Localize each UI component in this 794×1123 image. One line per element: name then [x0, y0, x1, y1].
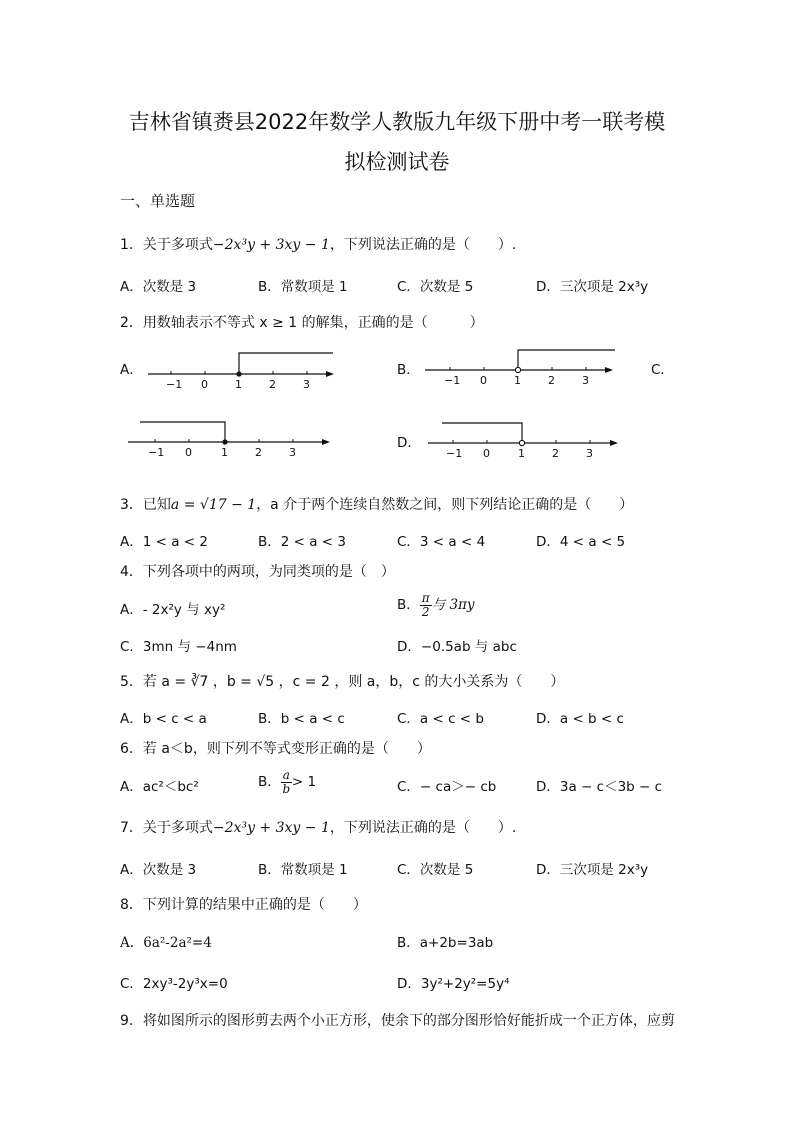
question-text: ，下列说法正确的是（ ）.: [329, 820, 517, 836]
tick-label: −1: [148, 446, 165, 459]
question-4: 4．下列各项中的两项，为同类项的是（ ）: [120, 564, 395, 580]
tick-label: 3: [582, 374, 589, 387]
option-d[interactable]: D．三次项是 2x³y: [536, 862, 649, 878]
question-9: 9．将如图所示的图形剪去两个小正方形，使余下的部分图形恰好能折成一个正方体，应剪: [120, 1013, 675, 1029]
option-d[interactable]: D．3y²+2y²=5y⁴: [397, 976, 510, 992]
option-c[interactable]: C．: [651, 362, 674, 378]
question-text: ，a 介于两个连续自然数之间，则下列结论正确的是（ ）: [256, 497, 634, 513]
option-d[interactable]: D．三次项是 2x³y: [536, 279, 649, 295]
numerator: a: [282, 768, 290, 782]
question-number: 1．: [120, 237, 143, 253]
question-1: [120, 234, 516, 254]
option-d[interactable]: D．: [397, 435, 421, 451]
question-text: 关于多项式: [142, 237, 213, 253]
option-a[interactable]: A．- 2x²y 与 xy²: [120, 602, 226, 618]
tick-label: 3: [586, 447, 593, 460]
tick-label: 1: [221, 446, 228, 459]
option-d[interactable]: D．4 < a < 5: [536, 534, 626, 550]
option-b[interactable]: B．: [397, 362, 420, 378]
number-line-c: [124, 412, 334, 458]
open-dot: [519, 440, 524, 445]
number-line-a: [140, 344, 340, 390]
tick-label: 2: [552, 447, 559, 460]
tick-label: 0: [483, 447, 490, 460]
question-8: 8．下列计算的结果中正确的是（ ）: [120, 897, 367, 913]
solid-dot: [236, 371, 241, 376]
option-d[interactable]: D．−0.5ab 与 abc: [397, 639, 517, 655]
tick-label: 2: [255, 446, 262, 459]
denominator: b: [282, 781, 291, 796]
tick-label: 1: [514, 374, 521, 387]
tick-label: 2: [548, 374, 555, 387]
tick-label: −1: [166, 378, 183, 391]
option-c[interactable]: C．次数是 5: [397, 862, 474, 878]
tick-label: 1: [235, 378, 242, 391]
option-a[interactable]: A．次数是 3: [120, 279, 197, 295]
option-text: 与 3πy: [431, 597, 475, 614]
option-c[interactable]: C．a < c < b: [397, 711, 484, 727]
option-b[interactable]: B．常数项是 1: [258, 279, 348, 295]
tick-label: 0: [480, 374, 487, 387]
tick-label: −1: [446, 447, 463, 460]
option-c[interactable]: C．2xy³-2y³x=0: [120, 976, 228, 992]
option-b[interactable]: [258, 769, 316, 795]
tick-label: 0: [185, 446, 192, 459]
question-text: ，下列说法正确的是（ ）.: [329, 237, 517, 253]
section-heading: 一、单选题: [120, 192, 196, 210]
question-5: 5．若 a = ∛7 ，b = √5 ，c = 2 ，则 a，b，c 的大小关系为（ ）: [120, 674, 565, 690]
fraction: [281, 769, 292, 795]
numerator: π: [421, 591, 430, 605]
page-title-line2: 拟检测试卷: [344, 150, 450, 174]
math-expression: a = √17 − 1: [170, 497, 257, 513]
question-7: [120, 817, 516, 837]
option-b[interactable]: B．b < a < c: [258, 711, 345, 727]
question-number: 7．: [120, 820, 143, 836]
option-b[interactable]: B．2 < a < 3: [258, 534, 347, 550]
tick-label: 3: [303, 378, 310, 391]
option-c[interactable]: C．次数是 5: [397, 279, 474, 295]
tick-label: −1: [444, 374, 461, 387]
option-a[interactable]: A．1 < a < 2: [120, 534, 208, 550]
fraction: [420, 592, 432, 618]
option-b[interactable]: B．a+2b=3ab: [397, 935, 494, 951]
option-c[interactable]: C．3mn 与 −4nm: [120, 639, 237, 655]
number-line-d: [424, 413, 624, 459]
open-dot: [515, 367, 520, 372]
math-expression: −2x³y + 3xy − 1: [212, 820, 330, 836]
tick-label: 3: [289, 446, 296, 459]
tick-label: 0: [201, 378, 208, 391]
option-a[interactable]: A．b < c < a: [120, 711, 207, 727]
question-2: 2．用数轴表示不等式 x ≥ 1 的解集，正确的是（ ）: [120, 315, 484, 331]
option-a[interactable]: A．: [120, 362, 143, 378]
question-text: 关于多项式: [142, 820, 213, 836]
question-6: 6．若 a＜b，则下列不等式变形正确的是（ ）: [120, 741, 431, 757]
question-text: 3．已知: [120, 497, 171, 513]
option-d[interactable]: D．a < b < c: [536, 711, 624, 727]
option-b[interactable]: [397, 592, 475, 618]
option-text: > 1: [291, 774, 317, 791]
option-c[interactable]: C．− ca＞− cb: [397, 779, 497, 795]
option-label: B．: [397, 597, 420, 614]
option-a[interactable]: A．6a²-2a²=4: [120, 935, 212, 951]
page-title: 吉林省镇赉县2022年数学人教版九年级下册中考一联考模: [128, 110, 666, 134]
solid-dot: [222, 439, 227, 444]
option-d[interactable]: D．3a − c＜3b − c: [536, 779, 663, 795]
option-c[interactable]: C．3 < a < 4: [397, 534, 486, 550]
tick-label: 2: [269, 378, 276, 391]
option-label: B．: [258, 774, 281, 791]
math-expression: −2x³y + 3xy − 1: [212, 237, 330, 253]
question-3: [120, 494, 633, 514]
tick-label: 1: [518, 447, 525, 460]
number-line-b: [419, 340, 619, 386]
option-a[interactable]: A．ac²＜bc²: [120, 779, 199, 795]
option-b[interactable]: B．常数项是 1: [258, 862, 348, 878]
denominator: 2: [421, 604, 430, 619]
option-a[interactable]: A．次数是 3: [120, 862, 197, 878]
